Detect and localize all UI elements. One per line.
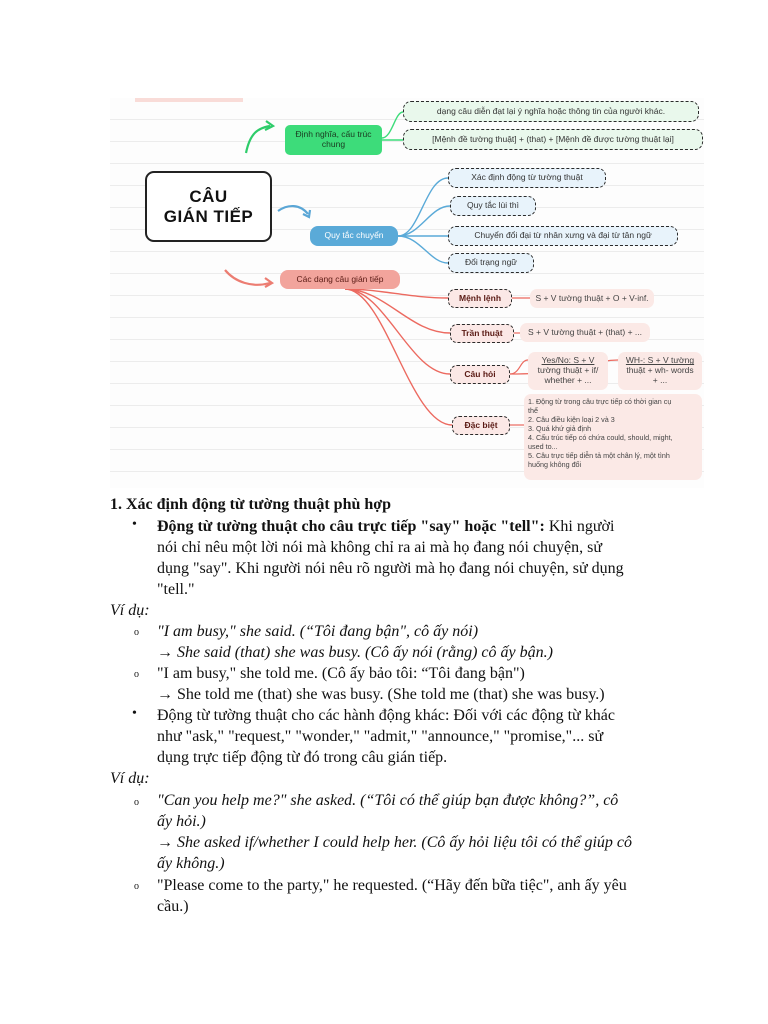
statement-formula: S + V tường thuật + (that) + ... [520, 323, 650, 342]
bullet-dot: • [132, 706, 137, 721]
example1-direct: "I am busy," she said. (“Tôi đang bận", cô ấy nói) [157, 623, 479, 640]
example4-line1: "Please come to the party," he requested. (“Hãy đến bữa tiệc", anh ấy yêu [157, 877, 627, 894]
definition-node-line-2: chung [321, 139, 346, 149]
bullet2-line3: dụng trực tiếp động từ đó trong câu gián tiếp. [157, 749, 448, 766]
bullet1-line2: nói chỉ nêu một lời nói mà không chỉ ra ai mà họ đang nói chuyện, sử [157, 539, 603, 556]
yesno-formula [528, 352, 608, 390]
example2-direct: "I am busy," she told me. (Cô ấy bảo tôi: “Tôi đang bận") [157, 665, 525, 682]
sub-bullet: o [134, 797, 139, 808]
example3-reported-line1: → She asked if/whether I could help her. (Cô ấy hỏi liệu tôi có thể giúp cô [157, 834, 633, 851]
definition-node [285, 125, 382, 155]
rules-node: Quy tắc chuyển [310, 226, 398, 246]
root-line-1: CÂU [189, 186, 228, 206]
special-note-line: used to... [528, 442, 558, 451]
type-statement: Trần thuật [450, 324, 514, 343]
rule-child-3: Chuyển đổi đại từ nhân xưng và đại từ tân ngữ [448, 226, 678, 246]
example3-direct-line2: ấy hỏi.) [157, 813, 206, 830]
wh-line-1: WH-: S + V tường [625, 355, 695, 366]
sub-bullet: o [134, 881, 139, 892]
sub-bullet: o [134, 669, 139, 680]
special-note-line: thể [528, 406, 538, 415]
root-line-2: GIÁN TIẾP [163, 206, 254, 226]
special-note-line: 2. Câu điều kiện loại 2 và 3 [528, 415, 615, 424]
special-note-line: 1. Động từ trong câu trực tiếp có thời gian cụ [528, 397, 672, 406]
wh-formula [618, 352, 702, 390]
mindmap-image [110, 98, 704, 488]
bullet1-line4: "tell." [157, 581, 195, 598]
yesno-line-2: tường thuật + if/ [537, 365, 599, 376]
bullet2-line2: như "ask," "request," "wonder," "admit," "announce," "promise,"... sử [157, 728, 604, 745]
type-special: Đặc biệt [452, 416, 510, 435]
wh-line-2: thuật + wh- words [626, 365, 694, 376]
sub-bullet: o [134, 627, 139, 638]
special-note-line: 4. Cấu trúc tiếp có chứa could, should, might, [528, 433, 673, 442]
example2-reported: → She told me (that) she was busy. (She told me (that) she was busy.) [157, 686, 605, 703]
special-note-line: 5. Câu trực tiếp diễn tả một chân lý, một tình [528, 451, 670, 460]
example4-line2: cầu.) [157, 898, 189, 915]
definition-node-line-1: Định nghĩa, cấu trúc [295, 129, 372, 140]
type-imperative: Mệnh lệnh [448, 289, 512, 308]
rule-child-1: Xác định động từ tường thuật [448, 168, 606, 188]
imperative-formula: S + V tường thuật + O + V-inf. [530, 289, 654, 308]
rule-child-2: Quy tắc lùi thì [450, 196, 536, 216]
example1-reported: → She said (that) she was busy. (Cô ấy nói (rằng) cô ấy bận.) [157, 644, 553, 661]
example-label: Ví dụ: [110, 602, 150, 619]
yesno-line-1: Yes/No: S + V [541, 355, 595, 366]
bullet1-bold: Động từ tường thuật cho câu trực tiếp "say" hoặc "tell": [157, 518, 545, 535]
yesno-line-3: whether + ... [544, 374, 592, 385]
mindmap-root-node [145, 171, 272, 242]
section-heading: 1. Xác định động từ tường thuật phù hợp [110, 496, 392, 513]
types-node: Các dạng câu gián tiếp [280, 270, 400, 289]
bullet1-line1 [157, 516, 614, 537]
bullet2-line1: Động từ tường thuật cho các hành động khác: Đối với các động từ khác [157, 707, 615, 724]
example-label: Ví dụ: [110, 770, 150, 787]
definition-child-1: dạng câu diễn đạt lại ý nghĩa hoặc thông tin của người khác. [403, 101, 699, 122]
rule-child-4: Đổi trạng ngữ [448, 253, 534, 273]
bullet1-line3: dụng "say". Khi người nói nêu rõ người mà họ đang nói chuyện, sử dụng [157, 560, 624, 577]
bullet-dot: • [132, 517, 137, 532]
special-notes [524, 394, 702, 480]
example3-reported-line2: ấy không.) [157, 855, 225, 872]
wh-line-3: + ... [652, 374, 668, 385]
special-note-line: 3. Quá khứ giả định [528, 424, 592, 433]
type-question: Câu hỏi [450, 365, 510, 384]
example3-direct-line1: "Can you help me?" she asked. (“Tôi có thể giúp bạn được không?”, cô [157, 792, 619, 809]
definition-child-2: [Mệnh đề tường thuật] + (that) + [Mệnh đề được tường thuật lại] [403, 129, 703, 150]
bullet1-rest: Khi người [544, 518, 615, 535]
special-note-line: huống không đổi [528, 460, 582, 469]
